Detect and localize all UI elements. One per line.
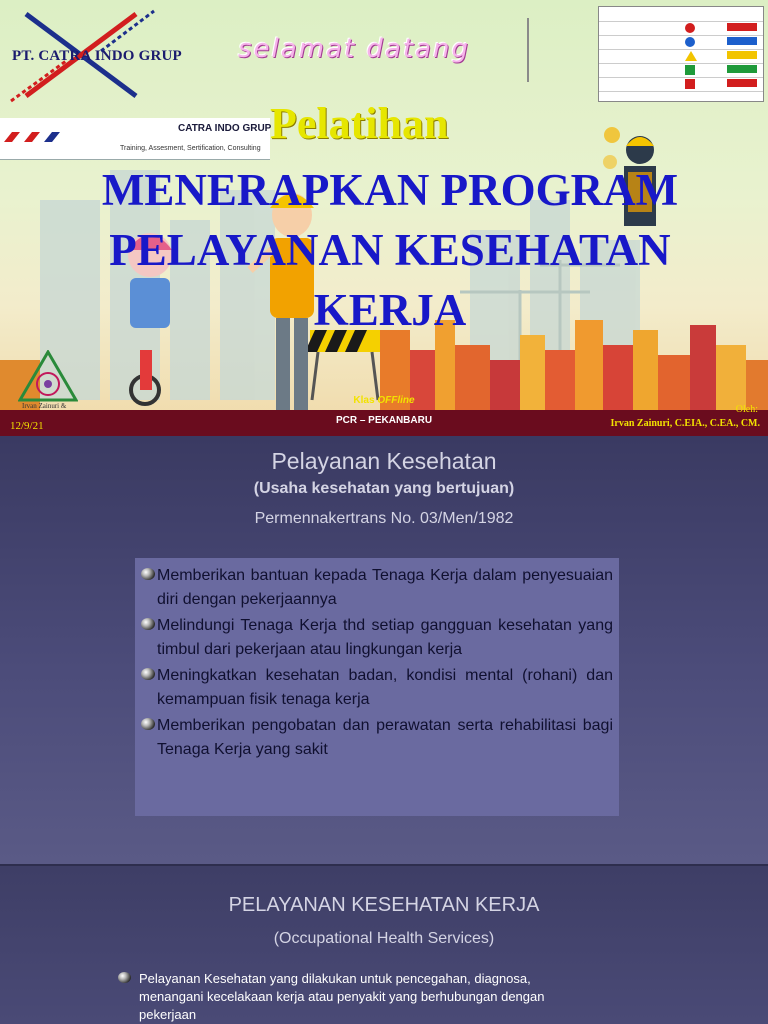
health-service-slide	[0, 436, 768, 864]
bullet-text: Meningkatkan kesehatan badan, kondisi mental (rohani) dan kemampuan fisik tenaga kerja	[157, 667, 613, 708]
slide-main-title: MENERAPKAN PROGRAM PELAYANAN KESEHATAN KERJA	[101, 165, 679, 335]
slide-title: PELAYANAN KESEHATAN KERJA	[228, 894, 540, 916]
occupational-health-slide	[0, 864, 768, 1024]
slide-subtitle: (Usaha kesehatan yang bertujuan)	[253, 480, 515, 497]
company-logo-text: PT. CATRA INDO GRUP	[12, 48, 182, 64]
slide-title: Pelayanan Kesehatan	[271, 448, 497, 474]
bullet-text: Memberikan bantuan kepada Tenaga Kerja dalam penyesuaian diri dengan pekerjaannya	[157, 567, 613, 608]
class-mode	[0, 395, 768, 406]
class-mode-value: OFFline	[377, 395, 415, 406]
bullet-box	[135, 558, 619, 816]
bullet-text: Memberikan pengobatan dan perawatan serta rehabilitasi bagi Tenaga Kerja yang sakit	[157, 717, 613, 758]
bullet-icon	[141, 568, 155, 580]
list-item	[141, 714, 613, 762]
bullet-icon	[141, 618, 155, 630]
class-mode-prefix: Klas	[353, 395, 378, 406]
banner-title: CATRA INDO GRUP	[178, 123, 272, 134]
small-logo-text: Irvan Zainuri &	[22, 402, 67, 410]
by-label: Oleh:	[735, 404, 758, 415]
list-item	[118, 970, 548, 1024]
list-item	[141, 664, 613, 712]
welcome-text: selamat datang	[238, 34, 470, 64]
location: PCR – PEKANBARU	[335, 415, 433, 426]
list-item	[141, 614, 613, 662]
banner-stripes	[4, 132, 94, 142]
regulation-reference: Permennakertrans No. 03/Men/1982	[254, 510, 514, 527]
author-name: Irvan Zainuri, C.EIA., C.EA., CM.	[610, 418, 760, 429]
bullet-text: Melindungi Tenaga Kerja thd setiap gangguan kesehatan yang timbul dari pekerjaan atau lingkungan kerja	[157, 617, 613, 658]
banner-subtitle: Training, Assesment, Sertification, Consulting	[120, 145, 261, 152]
bullet-icon	[141, 668, 155, 680]
slide-title-pelatihan: Pelatihan	[270, 99, 449, 148]
slide-date: 12/9/21	[10, 420, 44, 432]
divider	[527, 18, 529, 82]
title-slide	[0, 0, 768, 436]
safety-sign-table	[598, 6, 764, 102]
bullet-text: Pelayanan Kesehatan yang dilakukan untuk pencegahan, diagnosa, menangani kecelakaan kerja atau penyakit yang berhubungan dengan pekerjaan	[139, 971, 545, 1022]
list-item	[141, 564, 613, 612]
slide-subtitle: (Occupational Health Services)	[273, 930, 495, 947]
bullet-list	[118, 970, 548, 1024]
bullet-icon	[141, 718, 155, 730]
bullet-icon	[118, 972, 131, 983]
